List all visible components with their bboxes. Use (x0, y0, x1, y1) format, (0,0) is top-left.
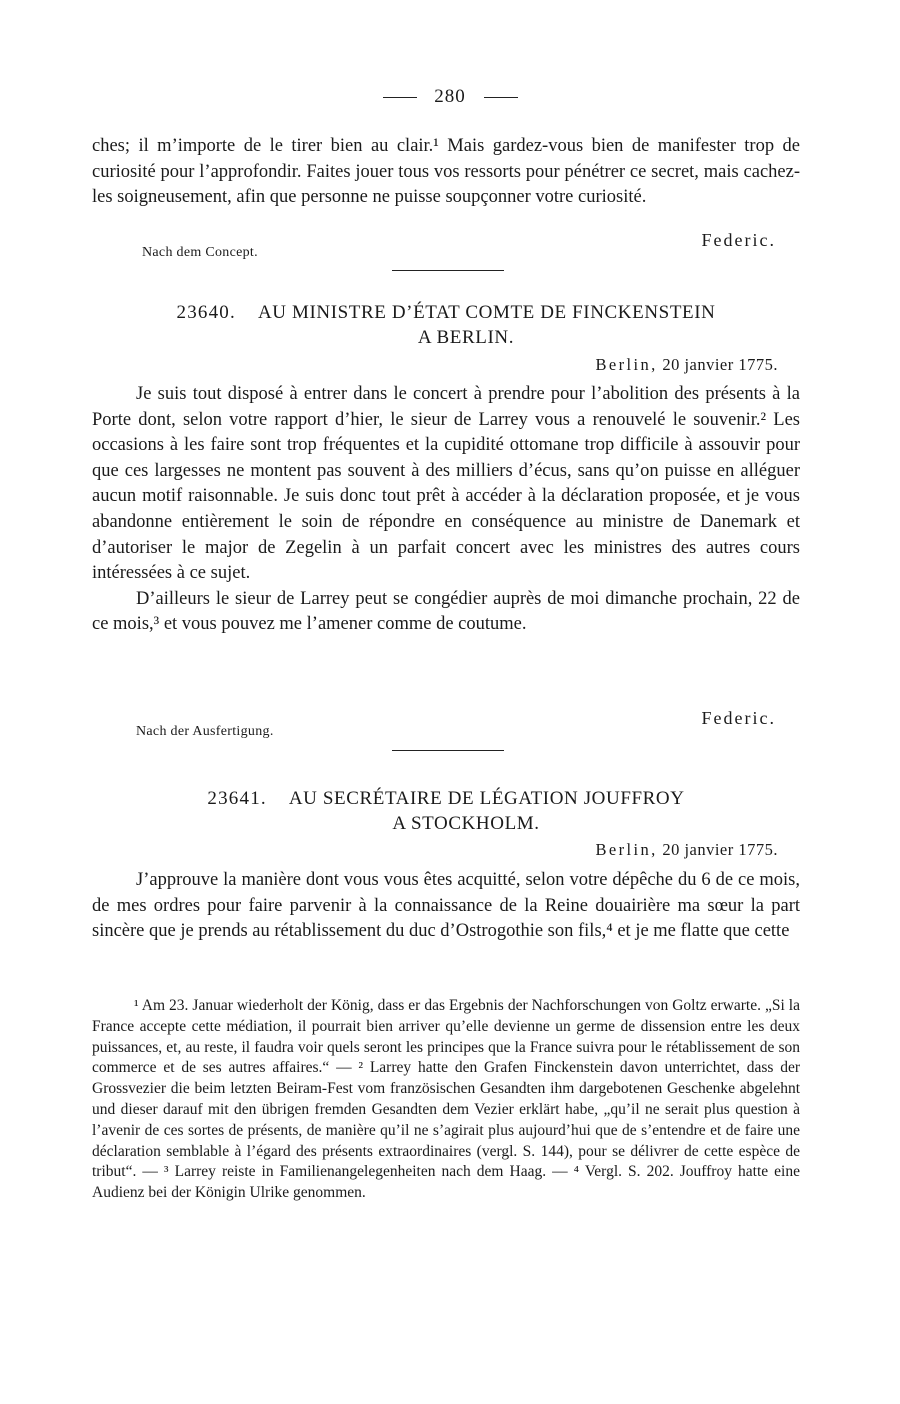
letter-23641-location: A STOCKHOLM. (392, 813, 540, 834)
header-dash-left (383, 97, 417, 98)
letter-23641-paragraph-1: J’approuve la manière dont vous vous êtes acquitté, selon votre dépêche du 6 de ce mois, de mes ordres pour faire parvenir à la connaissance de la Reine douairière ma sœur la part sincère que je prends au rétablissement du duc d’Ostrogothie son fils,⁴ et je me flatte que cette (92, 870, 800, 942)
letter-23640-paragraph-2: D’ailleurs le sieur de Larrey peut se congédier auprès de moi dimanche prochain, 22 de ce mois,³ et vous pouvez me l’amener comme de coutume. (92, 588, 800, 635)
letter-23641-body (92, 868, 800, 945)
footnotes (92, 996, 800, 1204)
footnote-text: ¹ Am 23. Januar wiederholt der König, dass er das Ergebnis der Nachforschungen von Goltz erwarte. „Si la France accepte cette médiation, il pourrait bien arriver qu’elle devienne un germe de dissension entre les deux puissances, et, au reste, il faudra voir quels seront les principes que la France suivra pour le rétablissement de son commerce et de ses autres affaires.“ — ² Larrey hatte den Grafen Finckenstein davon unterrichtet, dass der Grossvezier die beim letzten Beiram-Fest vom französischen Gesandten ihm dargebotenen Geschenke abgelehnt und dieser darauf mit den übrigen fremden Gesandten dem Vezier erklärt habe, „qu’il ne serait plus question à l’avenir de ces sortes de présents, de manière qu’il ne s’agirait plus aujourd’hui que de s’entendre et de faire une déclaration semblable à l’égard des présents extraordinaires (vergl. S. 144), pour se délivrer de cette espèce de tribut“. — ³ Larrey reiste in Familienangelegenheiten nach dem Haag. — ⁴ Vergl. S. 202. Jouffroy hatte eine Audienz bei der Königin Ulrike genommen. (92, 997, 800, 1202)
letter-23640-location: A BERLIN. (417, 327, 515, 348)
section-divider (392, 750, 504, 751)
section-divider (392, 270, 504, 271)
letter-23641-addressee: AU SECRÉTAIRE DE LÉGATION JOUFFROY (288, 788, 685, 809)
letter-23640-source: Nach der Ausfertigung. (136, 724, 274, 739)
letter-23641-number: 23641. (207, 788, 267, 809)
letter-23640-date: 20 janvier 1775. (662, 355, 778, 374)
letter-23640-body (92, 382, 800, 638)
header-dash-right (484, 97, 518, 98)
letter-23640-addressee: AU MINISTRE D’ÉTAT COMTE DE FINCKENSTEIN (257, 302, 716, 323)
letter-23641-date-place: Berlin, (595, 840, 658, 859)
letter-23640-dateline (596, 355, 778, 375)
letter-23640-paragraph-1: Je suis tout disposé à entrer dans le concert à prendre pour l’abolition des présents à la Porte dont, selon votre rapport d’hier, le sieur de Larrey vous a renouvelé le souvenir.² Les occasions à les faire sont trop fréquentes et la cupidité ottomane trop difficile à assouvir pour que ces largesses ne montent pas souvent à des milliers d’écus, sans qu’on puisse en alléguer aucun motif raisonnable. Je suis donc tout prêt à accéder à la déclaration proposée, et je vous abandonne entièrement le soin de répondre en conséquence au ministre de Danemark et d’autoriser le major de Zegelin à un parfait concert avec les ministres des autres cours intéressées à ce sujet. (92, 384, 800, 584)
letter-23641-date: 20 janvier 1775. (662, 840, 778, 859)
prev-letter-body (92, 134, 800, 211)
page-number: 280 (434, 86, 466, 107)
letter-23641-title (92, 786, 800, 836)
prev-letter-paragraph: ches; il m’importe de le tirer bien au clair.¹ Mais gardez-vous bien de manifester trop de curiosité pour l’approfondir. Faites jouer tous vos ressorts pour pénétrer ce secret, mais cachez-les soigneusement, afin que personne ne puisse soupçonner votre curiosité. (92, 136, 800, 208)
prev-letter-source: Nach dem Concept. (142, 245, 258, 260)
prev-letter-signature: Federic. (701, 230, 776, 250)
letter-23640-signature: Federic. (701, 708, 776, 728)
letter-23640-date-place: Berlin, (595, 355, 658, 374)
letter-23640-number: 23640. (176, 302, 236, 323)
letter-23640-title (92, 300, 800, 350)
letter-23641-dateline (596, 840, 778, 860)
page-header (0, 86, 900, 108)
